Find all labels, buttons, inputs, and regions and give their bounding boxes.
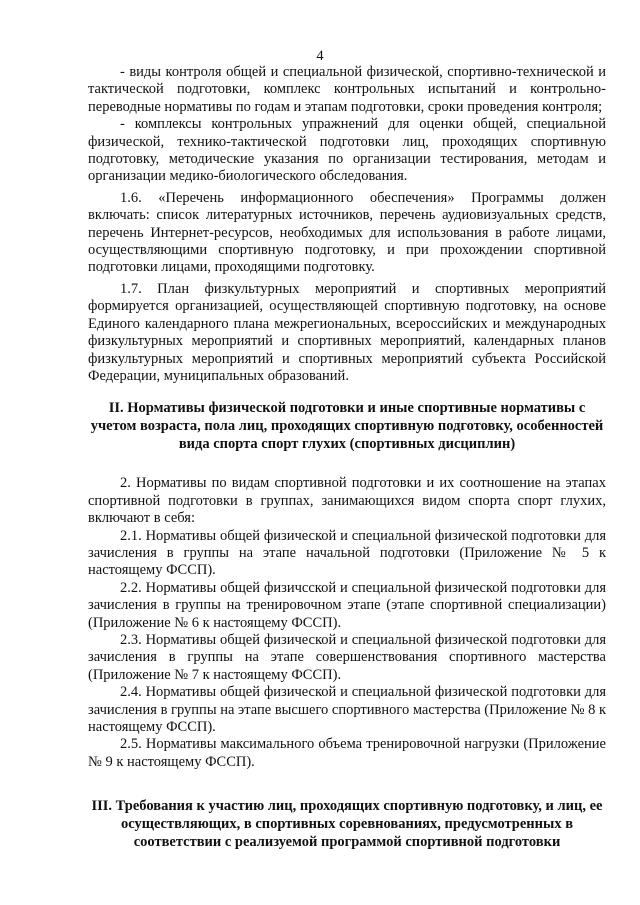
page-number: 4 bbox=[316, 48, 324, 64]
paragraph-exercise-complexes: - комплексы контрольных упражнений для оценки общей, специальной физической, технико-тактической подготовки лиц, проходящих спортивную подготовку, методические указания по организации тестирования, методам и организации медико-биологического обследования. bbox=[88, 116, 606, 185]
paragraph-2: 2. Нормативы по видам спортивной подготовки и их соотношение на этапах спортивной подготовки в группах, занимающихся видом спорта спорт глухих, включают в себя: bbox=[88, 475, 606, 527]
page-content bbox=[88, 64, 606, 851]
paragraph-2-4: 2.4. Нормативы общей физической и специальной физической подготовки для зачисления в группы на этапе высшего спортивного мастерства (Приложение № 8 к настоящему ФССП). bbox=[88, 684, 606, 735]
section-3-heading: III. Требования к участию лиц, проходящих спортивную подготовку, и лиц, ее осуществляющих, в спортивных соревнованиях, предусмотренных в соответствии с реализуемой программой спортивной подготовки bbox=[91, 798, 603, 851]
paragraph-1-7: 1.7. План физкультурных мероприятий и спортивных мероприятий формируется организацией, осуществляющей спортивную подготовку, на основе Единого календарного плана межрегиональных, всероссийских и международных физкультурных мероприятий и спортивных мероприятий, календарных планов физкультурных мероприятий и спортивных мероприятий субъекта Российской Федерации, муниципальных образований. bbox=[88, 280, 606, 384]
paragraph-2-5: 2.5. Нормативы максимального объема тренировочной нагрузки (Приложение № 9 к настоящему ФССП). bbox=[88, 736, 606, 770]
section-2-heading: II. Нормативы физической подготовки и иные спортивные нормативы с учетом возраста, пола лиц, проходящих спортивную подготовку, особенностей вида спорта спорт глухих (спортивных дисциплин) bbox=[90, 400, 604, 453]
paragraph-2-3: 2.3. Нормативы общей физической и специальной физической подготовки для зачисления в группы на этапе совершенствования спортивного мастерства (Приложение № 7 к настоящему ФССП). bbox=[88, 631, 606, 683]
paragraph-2-2: 2.2. Нормативы общей физичсской и специальной физической подготовки для зачисления в группы на тренировочном этапе (этапе спортивной специализации) (Приложение № 6 к настоящему ФССП). bbox=[88, 579, 606, 631]
paragraph-1-6: 1.6. «Перечень информационного обеспечения» Программы должен включать: список литературных источников, перечень аудиовизуальных средств, перечень Интернет-ресурсов, необходимых для использования в работе лицами, осуществляющими спортивную подготовку, и при прохождении спортивной подготовки лицами, проходящими подготовку. bbox=[88, 189, 606, 276]
paragraph-2-1: 2.1. Нормативы общей физической и специальной физической подготовки для зачисления в группы на этапе начальной подготовки (Приложение № 5 к настоящему ФССП). bbox=[88, 527, 606, 579]
paragraph-control-types: - виды контроля общей и специальной физической, спортивно-технической и тактической подготовки, комплекс контрольных испытаний и контрольно-переводные нормативы по годам и этапам подготовки, сроки проведения контроля; bbox=[88, 64, 606, 115]
